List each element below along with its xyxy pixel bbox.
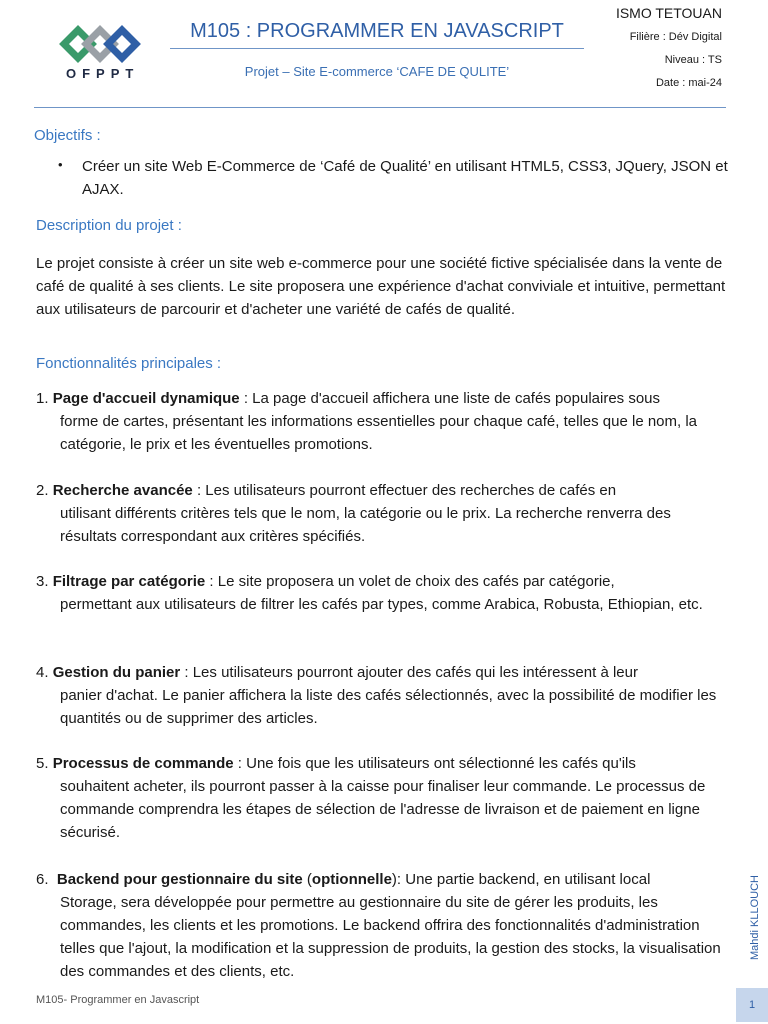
- feature-number: 3.: [36, 573, 49, 590]
- feature-item: [36, 661, 730, 730]
- feature-name: Recherche avancée: [52, 482, 193, 499]
- feature-name: Backend pour gestionnaire du site: [56, 871, 303, 888]
- page-number: 1: [736, 988, 768, 1022]
- features-heading: Fonctionnalités principales :: [36, 355, 222, 372]
- feature-separator: :: [239, 390, 253, 407]
- feature-item: [36, 387, 730, 456]
- feature-text-first: Les utilisateurs pourront ajouter des cafés qui les intéressent à leur: [192, 664, 638, 681]
- feature-text: Storage, sera développée pour permettre au gestionnaire du site de gérer les produits, les commandes, les clients et les promotions. Le backend offrira des fonctionnalités d'administration telles que l'ajout, la modification et la suppression de produits, la gestion des stocks, la visualisation des commandes et des clients, etc.: [60, 894, 721, 980]
- feature-text: utilisant différents critères tels que le nom, la catégorie ou le prix. La recherche renverra des résultats correspondant aux critères spécifiés.: [60, 505, 671, 545]
- feature-text: forme de cartes, présentant les informations essentielles pour chaque café, telles que le nom, la catégorie, le prix et les éventuelles promotions.: [60, 413, 698, 453]
- feature-text-first: Les utilisateurs pourront effectuer des recherches de cafés en: [205, 482, 617, 499]
- feature-name: Page d'accueil dynamique: [52, 390, 240, 407]
- feature-name-optional: optionnelle: [311, 871, 392, 888]
- feature-name: Processus de commande: [52, 755, 234, 772]
- feature-text-first: ): Une partie backend, en utilisant local: [391, 871, 651, 888]
- feature-name: Filtrage par catégorie: [52, 573, 206, 590]
- date-label: Date : mai-24: [655, 77, 722, 89]
- author-name: Mahdi KLLOUCH: [749, 875, 761, 960]
- feature-number: 4.: [36, 664, 49, 681]
- logo-text: OFPPT: [66, 66, 140, 81]
- feature-separator: :: [205, 573, 218, 590]
- feature-separator: :: [233, 755, 247, 772]
- feature-text: panier d'achat. Le panier affichera la liste des cafés sélectionnés, avec la possibilité de modifier les quantités ou de supprimer des articles.: [60, 687, 717, 727]
- feature-number: 5.: [36, 755, 49, 772]
- feature-text: souhaitent acheter, ils pourront passer à la caisse pour finaliser leur commande. Le processus de commande comprendra les étapes de sélection de l'adresse de livraison et de paiement en ligne sécurisé.: [60, 778, 706, 841]
- objectifs-heading: Objectifs :: [34, 127, 101, 144]
- document-subtitle: Projet – Site E-commerce ‘CAFE DE QULITE’: [244, 64, 510, 79]
- feature-item: [36, 570, 730, 616]
- feature-separator: :: [192, 482, 206, 499]
- feature-text-first: Une fois que les utilisateurs ont sélectionné les cafés qu'ils: [246, 755, 636, 772]
- feature-text-first: La page d'accueil affichera une liste de cafés populaires sous: [252, 390, 661, 407]
- author-sidebar: [741, 875, 768, 960]
- description-heading: Description du projet :: [36, 217, 182, 234]
- niveau-label: Niveau : TS: [664, 54, 722, 66]
- description-text: Le projet consiste à créer un site web e-commerce pour une société fictive spécialisée dans la vente de café de qualité à ses clients. Le site proposera une expérience d'achat conviviale et intuitive, permettant aux utilisateurs de parcourir et d'acheter une variété de cafés de qualité.: [36, 255, 726, 318]
- school-name: ISMO TETOUAN: [615, 5, 722, 21]
- feature-item: [36, 479, 730, 548]
- header-meta: [592, 6, 722, 89]
- feature-separator: :: [180, 664, 193, 681]
- header-divider: [34, 107, 726, 108]
- feature-item: 6. Backend pour gestionnaire du site (optionnelle): Une partie backend, en utilisant local Storage, sera développée pour permettre au gestionnaire du site de gérer les produits, les commandes, les clients et les promotions. Le backend offrira des fonctionnalités d'administration telles que l'ajout, la modification et la suppression de produits, la gestion des stocks, la visualisation des commandes et des clients, etc.: [36, 868, 730, 983]
- document-title: M105 : PROGRAMMER EN JAVASCRIPT: [190, 20, 564, 42]
- footer-text: M105- Programmer en Javascript: [36, 994, 200, 1006]
- feature-item: [36, 752, 730, 844]
- feature-text-first: Le site proposera un volet de choix des cafés par catégorie,: [217, 573, 615, 590]
- filiere-label: Filière : Dév Digital: [629, 31, 722, 43]
- feature-name: Gestion du panier: [52, 664, 181, 681]
- feature-text: permettant aux utilisateurs de filtrer les cafés par types, comme Arabica, Robusta, Ethiopian, etc.: [60, 596, 703, 613]
- feature-number: 1.: [36, 390, 49, 407]
- title-divider: [170, 48, 584, 49]
- objectif-item: Créer un site Web E-Commerce de ‘Café de Qualité’ en utilisant HTML5, CSS3, JQuery, JSON et AJAX.: [82, 158, 728, 198]
- feature-number: 6.: [36, 871, 49, 888]
- feature-number: 2.: [36, 482, 49, 499]
- bullet-icon: •: [58, 157, 63, 172]
